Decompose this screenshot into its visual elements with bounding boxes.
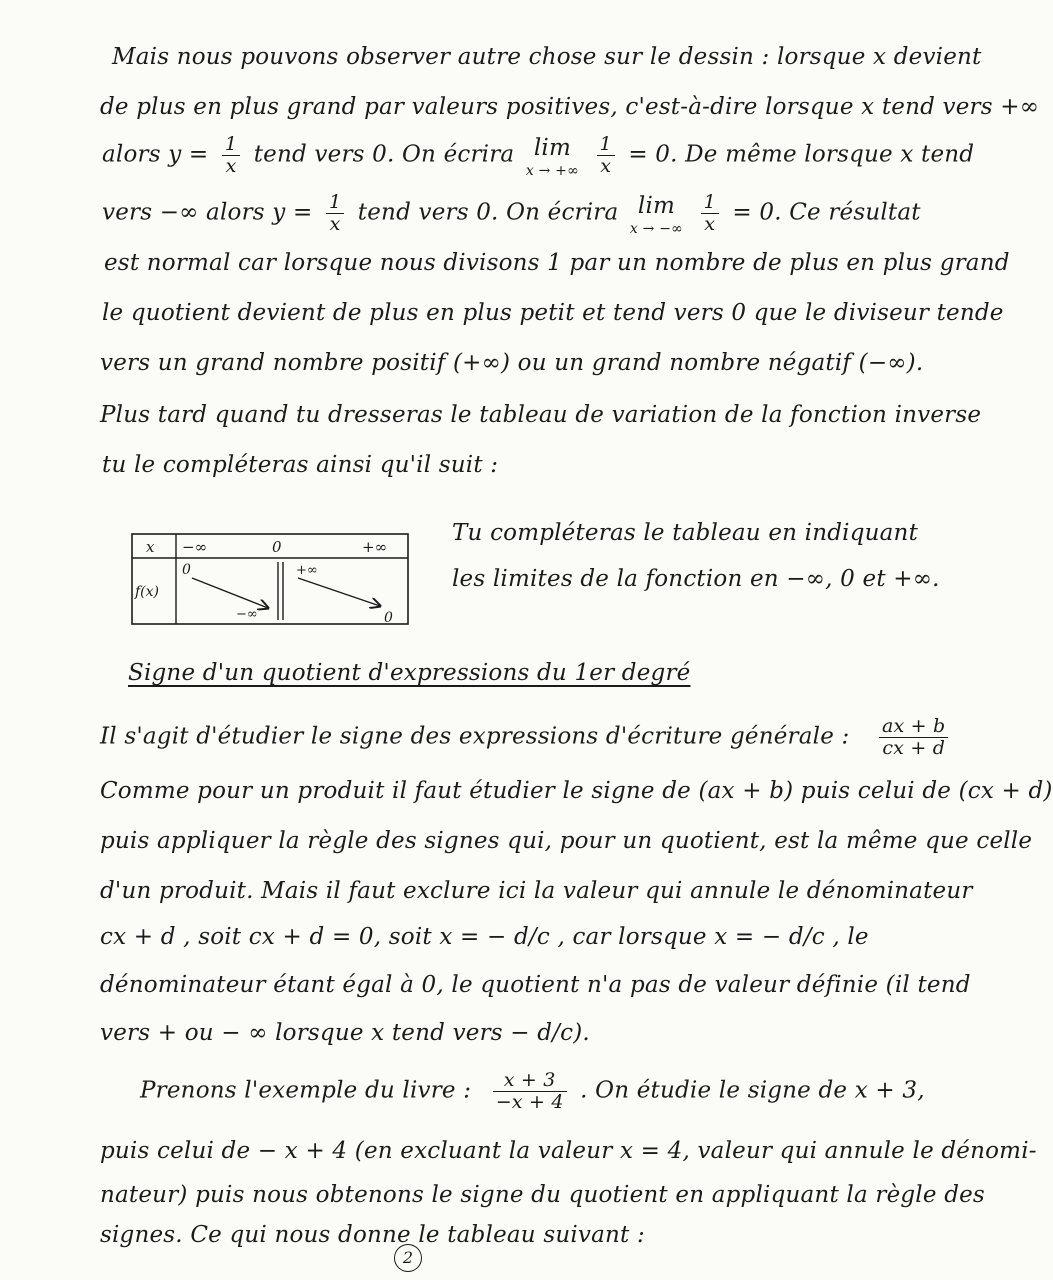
variation-left-end: −∞: [236, 607, 258, 622]
fraction-numerator: 1: [326, 192, 344, 214]
table-header-x: x: [146, 538, 155, 556]
limit-operator: lim: [533, 135, 571, 161]
text-span: Prenons l'exemple du livre :: [140, 1077, 472, 1104]
fraction: [701, 192, 719, 235]
variation-right-start: +∞: [296, 563, 318, 578]
text-span: . On étudie le signe de x + 3,: [580, 1077, 925, 1104]
text-span: Il s'agit d'étudier le signe des expressions d'écriture générale :: [100, 723, 850, 750]
fraction-numerator: x + 3: [493, 1070, 567, 1092]
text-line: puis celui de − x + 4 (en excluant la valeur x = 4, valeur qui annule le dénomi-: [100, 1138, 1037, 1164]
fraction-denominator: x: [600, 154, 612, 177]
text-line: puis appliquer la règle des signes qui, pour un quotient, est la même que celle: [100, 828, 1033, 854]
text-span: = 0. De même lorsque x tend: [628, 141, 975, 168]
text-line: les limites de la fonction en −∞, 0 et +∞.: [452, 566, 940, 592]
text-line-with-fraction: [102, 192, 921, 238]
text-line: Comme pour un produit il faut étudier le signe de (ax + b) puis celui de (cx + d): [100, 778, 1053, 804]
text-line: le quotient devient de plus en plus petit et tend vers 0 que le diviseur tende: [102, 300, 1004, 326]
variation-right-end: 0: [384, 610, 393, 626]
text-line: dénominateur étant égal à 0, le quotient n'a pas de valeur définie (il tend: [100, 972, 971, 998]
limit-subscript: x → +∞: [525, 162, 579, 179]
limit-expression: [630, 192, 683, 238]
text-line: vers un grand nombre positif (+∞) ou un grand nombre négatif (−∞).: [100, 350, 924, 376]
table-minus-infinity: −∞: [182, 538, 208, 556]
decreasing-arrow-right: [298, 578, 380, 606]
text-line: nateur) puis nous obtenons le signe du quotient en appliquant la règle des: [100, 1182, 985, 1208]
text-line-with-fraction: [100, 716, 954, 759]
text-line: vers + ou − ∞ lorsque x tend vers − d/c).: [100, 1020, 590, 1046]
limit-subscript: x → −∞: [629, 220, 684, 237]
text-line: Tu compléteras le tableau en indiquant: [452, 520, 919, 546]
text-line: tu le compléteras ainsi qu'il suit :: [102, 452, 499, 478]
fraction: [326, 192, 344, 235]
section-heading: Signe d'un quotient d'expressions du 1er degré: [128, 660, 691, 686]
text-line: Plus tard quand tu dresseras le tableau de variation de la fonction inverse: [100, 402, 982, 428]
fraction-denominator: cx + d: [882, 736, 946, 759]
text-line: est normal car lorsque nous divisons 1 par un nombre de plus en plus grand: [104, 250, 1010, 276]
text-span: vers −∞ alors y =: [102, 199, 313, 226]
decreasing-arrow-left: [192, 578, 268, 608]
fraction: [222, 134, 240, 177]
text-span: = 0. Ce résultat: [732, 199, 921, 226]
text-line-with-fraction: [102, 134, 974, 180]
fraction-denominator: x: [329, 212, 341, 235]
text-line: de plus en plus grand par valeurs positives, c'est-à-dire lorsque x tend vers +∞: [100, 94, 1040, 120]
text-span: tend vers 0. On écrira: [253, 141, 515, 168]
page-number: 2: [394, 1244, 422, 1272]
fraction-numerator: 1: [597, 134, 615, 156]
text-span: tend vers 0. On écrira: [357, 199, 619, 226]
variation-table: [126, 528, 416, 628]
text-span: alors y =: [102, 141, 209, 168]
fraction-numerator: ax + b: [879, 716, 948, 738]
fraction: [597, 134, 615, 177]
fraction-numerator: 1: [701, 192, 719, 214]
table-plus-infinity: +∞: [362, 538, 388, 556]
text-line-with-fraction: [140, 1070, 925, 1113]
limit-operator: lim: [637, 193, 676, 219]
text-line: cx + d , soit cx + d = 0, soit x = − d/c , car lorsque x = − d/c , le: [100, 924, 869, 950]
table-zero: 0: [272, 538, 282, 556]
fraction: [879, 716, 948, 759]
limit-expression: [526, 134, 579, 180]
text-line: Mais nous pouvons observer autre chose sur le dessin : lorsque x devient: [112, 44, 982, 70]
text-line: signes. Ce qui nous donne le tableau suivant :: [100, 1222, 645, 1248]
table-header-fx: f(x): [135, 584, 160, 600]
variation-left-start: 0: [182, 562, 191, 578]
fraction-denominator: −x + 4: [495, 1090, 564, 1113]
fraction: [493, 1070, 567, 1113]
fraction-denominator: x: [704, 212, 716, 235]
fraction-denominator: x: [225, 154, 237, 177]
text-line: d'un produit. Mais il faut exclure ici la valeur qui annule le dénominateur: [100, 878, 973, 904]
fraction-numerator: 1: [222, 134, 240, 156]
